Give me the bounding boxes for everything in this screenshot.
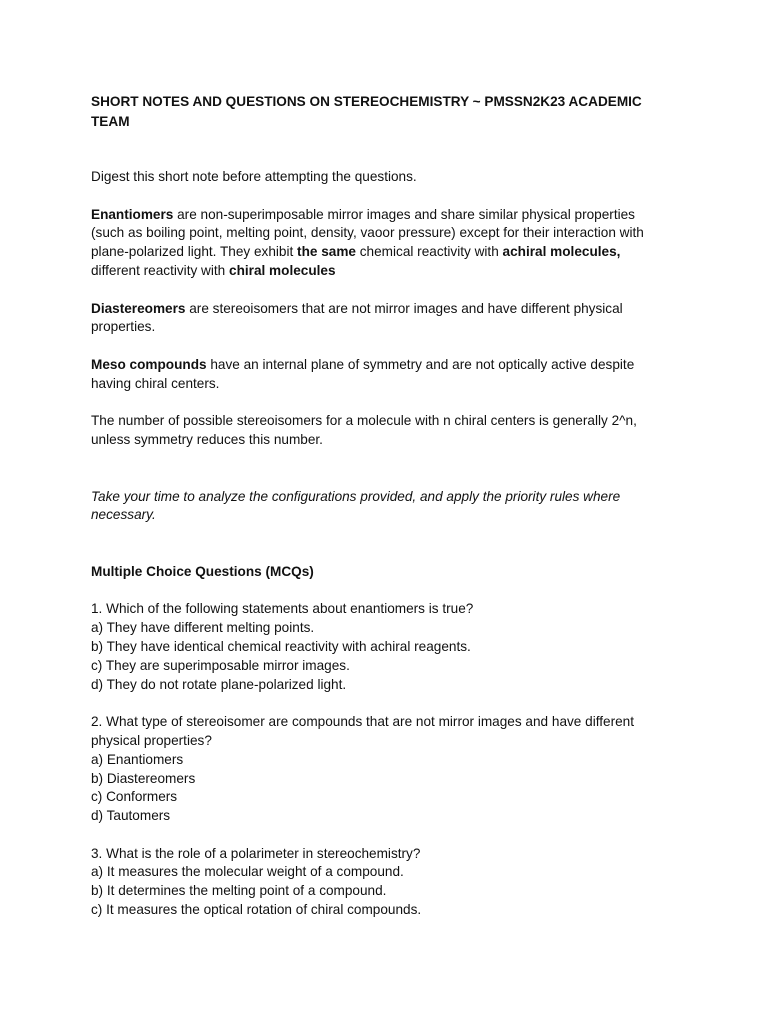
spacer bbox=[91, 337, 661, 356]
question-text: 2. What type of stereoisomer are compounds that are not mirror images and have different physical properties? bbox=[91, 714, 635, 748]
spacer bbox=[91, 582, 661, 601]
question-block-2 bbox=[91, 713, 661, 826]
question-option: b) It determines the melting point of a compound. bbox=[91, 883, 387, 899]
question-option: a) It measures the molecular weight of a compound. bbox=[91, 864, 404, 880]
spacer bbox=[91, 450, 661, 488]
diastereomers-term: Diastereomers bbox=[91, 300, 186, 316]
enantiomers-bold-3: chiral molecules bbox=[229, 262, 336, 278]
question-block-3 bbox=[91, 845, 661, 920]
question-option: c) They are superimposable mirror images. bbox=[91, 657, 350, 673]
enantiomers-term: Enantiomers bbox=[91, 206, 174, 222]
document-title: SHORT NOTES AND QUESTIONS ON STEREOCHEMISTRY ~ PMSSN2K23 ACADEMIC TEAM bbox=[91, 94, 642, 129]
spacer bbox=[91, 826, 661, 845]
question-option: c) Conformers bbox=[91, 789, 178, 805]
intro-text: Digest this short note before attempting the questions. bbox=[91, 169, 417, 184]
advice-paragraph: Take your time to analyze the configurations provided, and apply the priority rules where necessary. bbox=[91, 488, 621, 523]
enantiomers-bold-1: the same bbox=[297, 244, 356, 260]
meso-paragraph bbox=[91, 356, 661, 394]
meso-text: have an internal plane of symmetry and are not optically active despite having chiral centers. bbox=[91, 356, 635, 391]
document-page bbox=[91, 92, 661, 920]
spacer bbox=[91, 394, 661, 413]
question-text: 1. Which of the following statements about enantiomers is true? bbox=[91, 601, 474, 617]
spacer bbox=[91, 694, 661, 713]
question-option: b) They have identical chemical reactivity with achiral reagents. bbox=[91, 638, 471, 654]
meso-term: Meso compounds bbox=[91, 356, 207, 372]
question-option: b) Diastereomers bbox=[91, 770, 196, 786]
question-block-1 bbox=[91, 600, 661, 694]
spacer bbox=[91, 525, 661, 563]
spacer bbox=[91, 187, 661, 206]
spacer bbox=[91, 281, 661, 300]
mcq-heading-text: Multiple Choice Questions (MCQs) bbox=[91, 563, 314, 579]
enantiomers-paragraph bbox=[91, 206, 661, 281]
diastereomers-paragraph bbox=[91, 300, 661, 338]
question-option: c) It measures the optical rotation of chiral compounds. bbox=[91, 902, 422, 918]
enantiomers-text-1: are non-superimposable mirror images and share similar physical properties (such as boiling point, melting point, density, vaoor pressure) except for their interaction with plane-polarized light. They exhibit bbox=[91, 206, 644, 260]
question-option: a) Enantiomers bbox=[91, 751, 184, 767]
enantiomers-text-3: different reactivity with bbox=[91, 262, 230, 278]
enantiomers-bold-2: achiral molecules, bbox=[502, 244, 621, 260]
question-option: a) They have different melting points. bbox=[91, 620, 315, 636]
mcq-heading bbox=[91, 563, 661, 582]
spacer bbox=[91, 132, 661, 168]
question-text: 3. What is the role of a polarimeter in stereochemistry? bbox=[91, 845, 421, 861]
question-option: d) They do not rotate plane-polarized light. bbox=[91, 676, 347, 692]
enantiomers-text-2: chemical reactivity with bbox=[355, 244, 503, 260]
stereoisomer-count-paragraph: The number of possible stereoisomers for a molecule with n chiral centers is generally 2^n, unless symmetry reduces this number. bbox=[91, 413, 637, 448]
diastereomers-text: are stereoisomers that are not mirror images and have different physical properties. bbox=[91, 300, 623, 335]
question-option: d) Tautomers bbox=[91, 808, 171, 824]
